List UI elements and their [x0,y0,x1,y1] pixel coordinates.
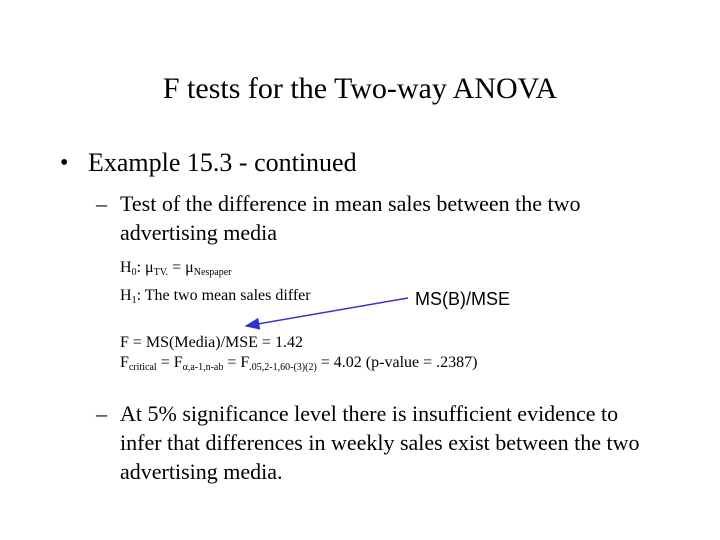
sub-bullet-conclusion: At 5% significance level there is insufficient evidence to infer that differences in weekly sales exist between the two advertising media. [120,401,640,484]
sub-bullet-dash: – [96,401,107,426]
f-critical-eq2: = F [223,354,250,371]
f-critical-symbol: F [120,354,129,371]
sub-bullet-test: Test of the difference in mean sales between the two advertising media [120,191,581,245]
slide-title: F tests for the Two-way ANOVA [162,72,558,105]
h1-subscript: 1 [131,295,137,306]
f-alpha-subscript: α,a-1,n-ab [182,362,224,373]
bullet-example: Example 15.3 - continued [88,148,357,177]
sub-bullet-dash: – [96,191,107,216]
h1-text: : The two mean sales differ [136,287,311,304]
bullet-dot: • [60,150,69,176]
f-critical-line [120,354,477,373]
f-statistic-line: F = MS(Media)/MSE = 1.42 [120,334,303,351]
f-numeric-subscript: .05,2-1,60-(3)(2) [249,362,317,373]
f-critical-eq1: = F [156,354,183,371]
h0-colon: : [136,259,146,276]
h1-symbol: H [120,287,132,304]
h0-symbol: H [120,259,132,276]
mu-tv-subscript: TV. [153,267,169,278]
h0-subscript: 0 [131,267,137,278]
f-critical-result: = 4.02 (p-value = .2387) [316,354,478,371]
f-critical-subscript: critical [128,362,157,373]
mu-newspaper: μ [185,259,194,276]
ms-annotation: MS(B)/MSE [415,289,511,309]
mu-tv: μ [145,259,154,276]
h0-equals: = [168,259,186,276]
mu-newspaper-subscript: Nespaper [193,267,232,278]
